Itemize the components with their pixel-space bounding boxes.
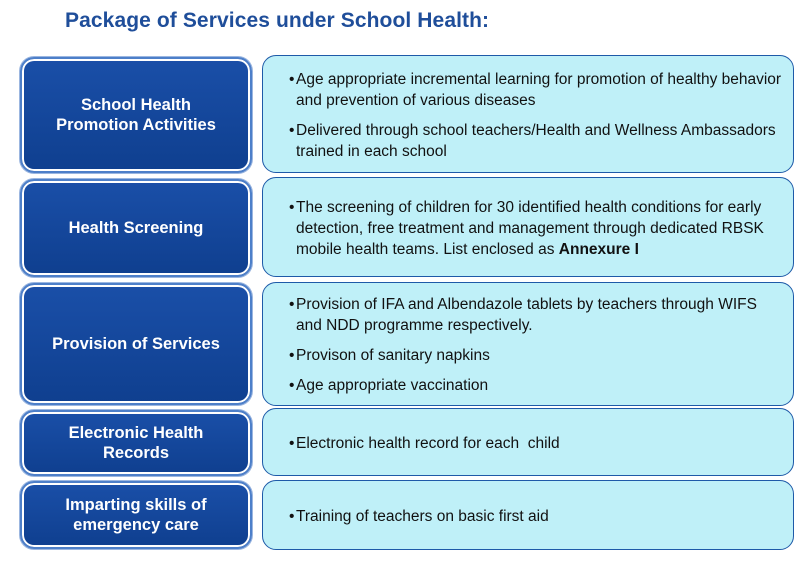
row-content-health-screening: [262, 177, 794, 277]
row-label-emergency-care: Imparting skills of emergency care: [20, 481, 252, 549]
bullet-text: Training of teachers on basic first aid: [296, 507, 549, 525]
bullet-text: Age appropriate incremental learning for promotion of healthy behavior and prevention of various diseases: [296, 70, 782, 109]
row-label-school-health-promotion: School Health Promotion Activities: [20, 57, 252, 173]
bullet-icon: •: [289, 347, 295, 364]
bullet-icon: •: [289, 296, 295, 313]
row-label-health-screening: Health Screening: [20, 179, 252, 277]
annexure-reference: Annexure I: [558, 240, 639, 258]
service-row-health-screening: [0, 177, 808, 280]
list-item: [289, 294, 783, 336]
page-title: Package of Services under School Health:: [65, 9, 490, 32]
bullet-icon: •: [289, 377, 295, 394]
row-label-provision-of-services: Provision of Services: [20, 283, 252, 405]
row-label-electronic-health-records: Electronic Health Records: [20, 410, 252, 476]
service-row-provision-of-services: [0, 282, 808, 408]
list-item: [289, 506, 783, 527]
bullet-icon: •: [289, 434, 295, 452]
row-content-emergency-care: [262, 480, 794, 550]
bullet-text: The screening of children for 30 identified health conditions for early detection, free treatment and management through dedicated RBSK mobile health teams. List enclosed as: [296, 198, 764, 258]
list-item: [289, 375, 783, 396]
bullet-text: Provison of sanitary napkins: [296, 347, 490, 364]
bullet-icon: •: [289, 70, 295, 88]
list-item: [289, 345, 783, 366]
list-item: [289, 120, 783, 162]
row-content-provision-of-services: [262, 282, 794, 406]
bullet-text: Provision of IFA and Albendazole tablets by teachers through WIFS and NDD programme respectively.: [296, 296, 757, 334]
list-item: [289, 197, 783, 260]
bullet-text: Delivered through school teachers/Health and Wellness Ambassadors trained in each school: [296, 121, 776, 160]
service-row-school-health-promotion: [0, 55, 808, 175]
service-row-emergency-care: [0, 480, 808, 552]
bullet-icon: •: [289, 507, 295, 525]
row-content-school-health-promotion: [262, 55, 794, 173]
bullet-icon: •: [289, 198, 295, 216]
bullet-text: Age appropriate vaccination: [296, 377, 489, 394]
row-content-electronic-health-records: [262, 408, 794, 476]
list-item: [289, 433, 783, 454]
bullet-icon: •: [289, 121, 295, 139]
bullet-text: Electronic health record for each child: [296, 434, 560, 452]
list-item: [289, 69, 783, 111]
service-row-electronic-health-records: [0, 408, 808, 478]
